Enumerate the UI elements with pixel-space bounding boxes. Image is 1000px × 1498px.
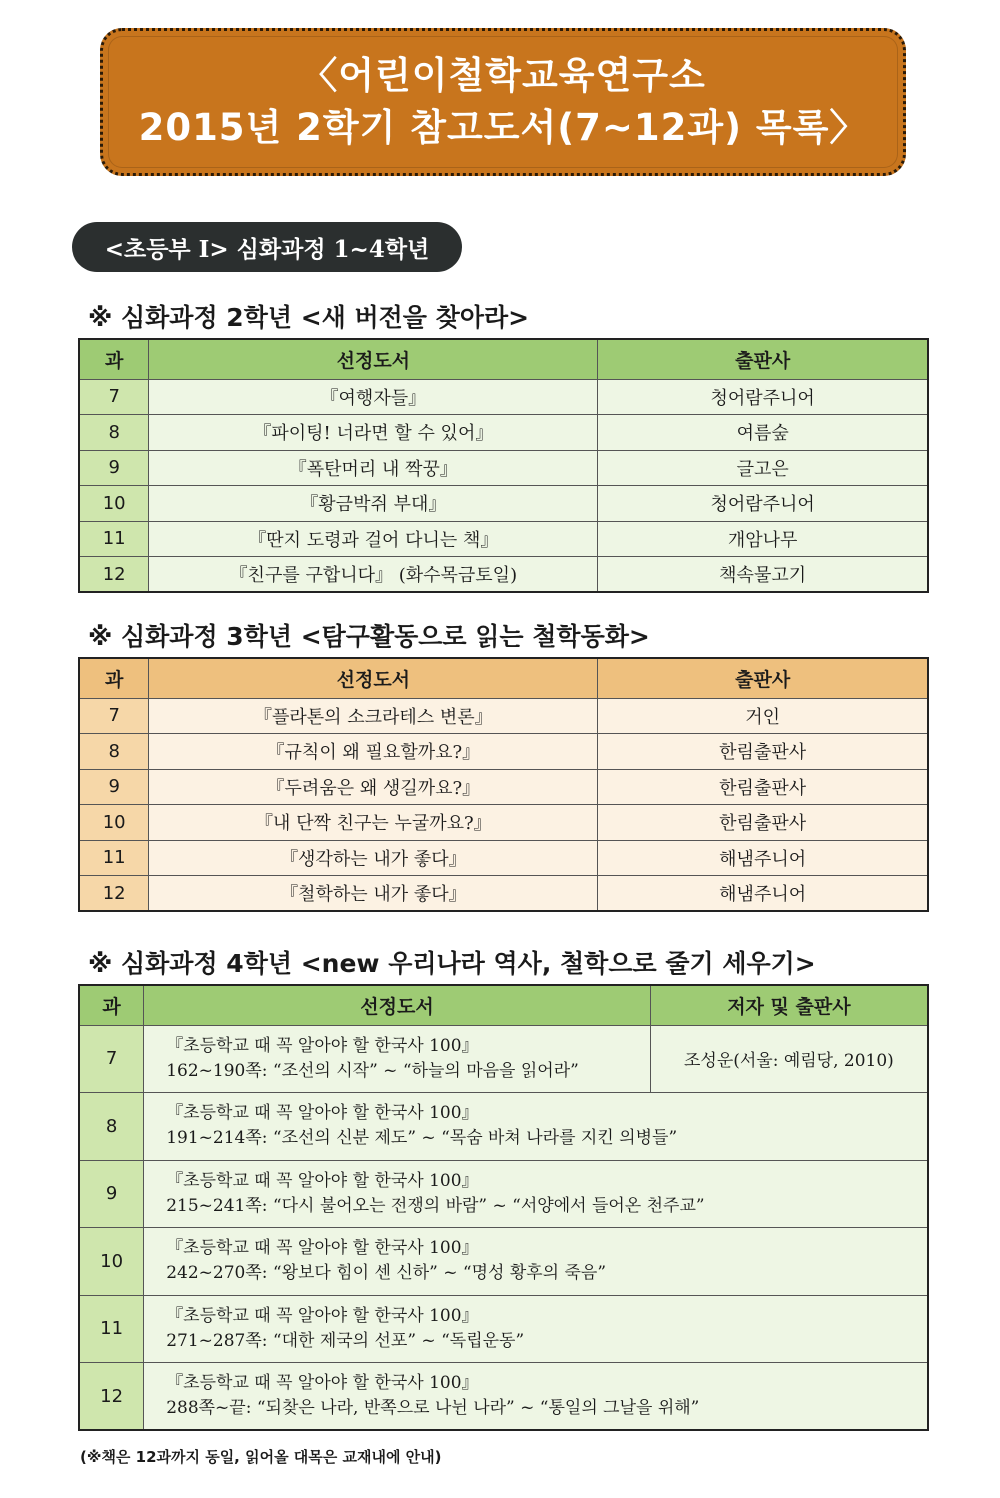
- page-range: 288쪽~끝: “되찾은 나라, 반쪽으로 나뉜 나라” ~ “통일의 그날을 위해”: [166, 1398, 700, 1418]
- table-grade4: [78, 984, 929, 1431]
- book-title: 『내 단짝 친구는 누굴까요?』: [149, 805, 598, 841]
- table-row: [79, 1295, 928, 1363]
- book-title: 『폭탄머리 내 짝꿍』: [149, 450, 598, 486]
- lesson-number: 11: [79, 521, 149, 557]
- book-title: 『초등학교 때 꼭 알아야 할 한국사 100』: [166, 1305, 479, 1326]
- book-title: 『초등학교 때 꼭 알아야 할 한국사 100』: [166, 1035, 479, 1056]
- book-title: 『초등학교 때 꼭 알아야 할 한국사 100』: [166, 1170, 479, 1191]
- publisher: 해냄주니어: [598, 840, 928, 876]
- book-title: 『규칙이 왜 필요할까요?』: [149, 734, 598, 770]
- header-lesson: 과: [79, 658, 149, 698]
- publisher: 책속물고기: [598, 557, 928, 593]
- table-row: [79, 805, 928, 841]
- lesson-number: 8: [79, 1093, 144, 1161]
- author-publisher: 조성운(서울: 예림당, 2010): [650, 1025, 928, 1093]
- lesson-number: 7: [79, 379, 149, 415]
- table-row: [79, 557, 928, 593]
- publisher: 글고은: [598, 450, 928, 486]
- section-title-grade3: ※ 심화과정 3학년 <탐구활동으로 읽는 철학동화>: [88, 622, 650, 651]
- book-title: 『생각하는 내가 좋다』: [149, 840, 598, 876]
- book-title: 『파이팅! 너라면 할 수 있어』: [149, 415, 598, 451]
- book-entry: [144, 1025, 651, 1093]
- lesson-number: 9: [79, 769, 149, 805]
- title-banner: [100, 28, 906, 176]
- page-range: 162~190쪽: “조선의 시작” ~ “하늘의 마음을 읽어라”: [166, 1060, 579, 1081]
- book-title: 『황금박쥐 부대』: [149, 486, 598, 522]
- publisher: 여름숲: [598, 415, 928, 451]
- table-header-row: [79, 985, 928, 1025]
- book-entry: [144, 1093, 928, 1161]
- publisher: 한림출판사: [598, 769, 928, 805]
- book-title: 『딴지 도령과 걸어 다니는 책』: [149, 521, 598, 557]
- book-title: 『초등학교 때 꼭 알아야 할 한국사 100』: [166, 1238, 479, 1259]
- table-header-row: [79, 339, 928, 379]
- book-entry: [144, 1363, 928, 1431]
- book-title: 『친구를 구합니다』 (화수목금토일): [149, 557, 598, 593]
- section-title-grade2: ※ 심화과정 2학년 <새 버전을 찾아라>: [88, 303, 530, 332]
- publisher: 거인: [598, 698, 928, 734]
- table-row: [79, 379, 928, 415]
- book-title: 『철학하는 내가 좋다』: [149, 876, 598, 912]
- table-grade3: [78, 657, 929, 912]
- publisher: 한림출판사: [598, 734, 928, 770]
- book-title: 『두려움은 왜 생길까요?』: [149, 769, 598, 805]
- table-row: [79, 1363, 928, 1431]
- lesson-number: 10: [79, 1228, 144, 1296]
- lesson-number: 12: [79, 876, 149, 912]
- table-row: [79, 734, 928, 770]
- lesson-number: 10: [79, 805, 149, 841]
- publisher: 개암나무: [598, 521, 928, 557]
- publisher: 한림출판사: [598, 805, 928, 841]
- table-row: [79, 1025, 928, 1093]
- table-row: [79, 876, 928, 912]
- header-publisher: 출판사: [598, 339, 928, 379]
- table-row: [79, 1093, 928, 1161]
- publisher: 해냄주니어: [598, 876, 928, 912]
- lesson-number: 10: [79, 486, 149, 522]
- lesson-number: 9: [79, 450, 149, 486]
- header-publisher: 출판사: [598, 658, 928, 698]
- page-range: 191~214쪽: “조선의 신분 제도” ~ “목숨 바쳐 나라를 지킨 의병들”: [166, 1128, 678, 1149]
- title-line-1: 〈어린이철학교육연구소: [300, 54, 706, 97]
- lesson-number: 11: [79, 840, 149, 876]
- page-range: 215~241쪽: “다시 불어오는 전쟁의 바람” ~ “서양에서 들어온 천주교”: [166, 1195, 705, 1216]
- book-entry: [144, 1295, 928, 1363]
- footnote: (※책은 12과까지 동일, 읽어올 대목은 교재내에 안내): [80, 1448, 442, 1466]
- book-title: 『플라톤의 소크라테스 변론』: [149, 698, 598, 734]
- page-range: 242~270쪽: “왕보다 힘이 센 신하” ~ “명성 황후의 죽음”: [166, 1263, 607, 1284]
- lesson-number: 9: [79, 1160, 144, 1228]
- header-book: 선정도서: [144, 985, 651, 1025]
- table-header-row: [79, 658, 928, 698]
- lesson-number: 12: [79, 1363, 144, 1431]
- title-line-2: 2015년 2학기 참고도서(7~12과) 목록〉: [138, 106, 868, 149]
- table-grade2: [78, 338, 929, 593]
- header-book: 선정도서: [149, 339, 598, 379]
- table-row: [79, 1160, 928, 1228]
- page-range: 271~287쪽: “대한 제국의 선포” ~ “독립운동”: [166, 1330, 525, 1351]
- division-label: <초등부 Ⅰ> 심화과정 1~4학년: [72, 222, 462, 272]
- book-entry: [144, 1228, 928, 1296]
- lesson-number: 8: [79, 734, 149, 770]
- lesson-number: 7: [79, 698, 149, 734]
- header-book: 선정도서: [149, 658, 598, 698]
- table-row: [79, 1228, 928, 1296]
- table-row: [79, 486, 928, 522]
- lesson-number: 7: [79, 1025, 144, 1093]
- table-row: [79, 769, 928, 805]
- header-author-publisher: 저자 및 출판사: [650, 985, 928, 1025]
- header-lesson: 과: [79, 985, 144, 1025]
- book-title: 『초등학교 때 꼭 알아야 할 한국사 100』: [166, 1373, 479, 1393]
- header-lesson: 과: [79, 339, 149, 379]
- table-row: [79, 415, 928, 451]
- section-title-grade4: ※ 심화과정 4학년 <new 우리나라 역사, 철학으로 줄기 세우기>: [88, 949, 816, 978]
- publisher: 청어람주니어: [598, 379, 928, 415]
- lesson-number: 11: [79, 1295, 144, 1363]
- lesson-number: 12: [79, 557, 149, 593]
- table-row: [79, 840, 928, 876]
- table-row: [79, 450, 928, 486]
- book-title: 『여행자들』: [149, 379, 598, 415]
- lesson-number: 8: [79, 415, 149, 451]
- publisher: 청어람주니어: [598, 486, 928, 522]
- table-row: [79, 698, 928, 734]
- book-title: 『초등학교 때 꼭 알아야 할 한국사 100』: [166, 1103, 479, 1124]
- table-row: [79, 521, 928, 557]
- book-entry: [144, 1160, 928, 1228]
